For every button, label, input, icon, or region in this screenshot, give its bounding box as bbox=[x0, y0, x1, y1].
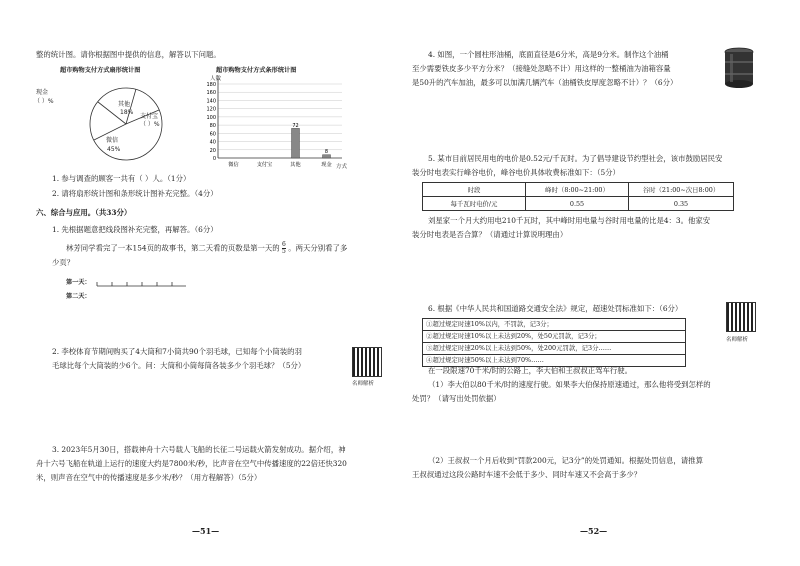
question-1: 1. 参与调查的顾客一共有（ ）人。（1分） bbox=[52, 174, 191, 183]
table-header-cell: 时段 bbox=[423, 183, 526, 197]
app-question-2-line2: 毛球比每个大筒装的少6个。问：大筒和小筒每筒各装多少个羽毛球？（5分） bbox=[52, 361, 306, 370]
page-number: —51— bbox=[192, 526, 220, 536]
qr-label: 名师解析 bbox=[726, 337, 749, 343]
bar-category-label: 支付宝 bbox=[256, 162, 273, 168]
pie-label-other-pct: 18% bbox=[120, 109, 134, 116]
bar-x-axis-label: 方式 bbox=[336, 164, 348, 170]
app-question-3-line2: 舟十六号飞船在轨道上运行的速度大约是7800米/秒，比声音在空气中传播速度的22倍还快320 bbox=[36, 459, 347, 468]
pie-chart bbox=[34, 76, 184, 171]
penalty-rule: ①超过规定时速10%以内，不罚款，记3分； bbox=[423, 319, 685, 331]
bar-value-label: 8 bbox=[324, 149, 329, 156]
app-question-1: 1. 先根据题意把线段图补充完整，再解答。（6分） bbox=[52, 225, 218, 234]
bar-category-label: 微信 bbox=[228, 162, 239, 168]
question-4-line2: 至少需要铁皮多少平方分米？（接缝处忽略不计）用这样的一整桶油为油箱容量 bbox=[412, 64, 671, 73]
app-question-1-text-c: 少页？ bbox=[52, 258, 75, 267]
table-cell: 0.55 bbox=[526, 197, 629, 211]
bar-y-tick-label: 180 bbox=[206, 82, 216, 88]
app-question-2-line1: 2. 李校体育节期间购买了4大筒和7小筒共90个羽毛球，已知每个小筒装的羽 bbox=[52, 347, 302, 356]
pie-label-cash-pct: （ ）% bbox=[34, 98, 54, 105]
bar-y-tick-label: 120 bbox=[206, 106, 216, 113]
pie-label-other: 其他 bbox=[118, 101, 131, 108]
fraction-denominator: 5 bbox=[282, 248, 286, 255]
app-q1-text-b: 。两天分别看了多 bbox=[288, 243, 348, 253]
penalty-rule: ③超过规定时速20%以上未达到50%，处200元罚款，记3分…… bbox=[423, 343, 685, 355]
app-question-1-text bbox=[66, 242, 347, 255]
question-6-sub1-line1: （1）李大伯以80千米/时的速度行驶。如果李大伯保持原速通过，那么他将受到怎样的 bbox=[428, 380, 711, 389]
penalty-rules-box bbox=[422, 318, 686, 367]
app-question-3-line1: 3. 2023年5月30日，搭载神舟十六号载人飞船的长征二号运载火箭发射成功。据介绍，神 bbox=[52, 445, 346, 454]
bar-y-tick-label: 0 bbox=[212, 156, 216, 162]
question-4-line1: 4. 如图，一个圆柱形油桶，底面直径是6分米，高是9分米。制作这个油桶 bbox=[428, 50, 669, 59]
app-question-3-line3: 米，则声音在空气中的传播速度是多少米/秒？（用方程解答）（5分） bbox=[36, 473, 262, 482]
question-6-line1: 6. 根据《中华人民共和国道路交通安全法》规定，超速处罚标准如下：（6分） bbox=[428, 304, 683, 313]
question-5-line4: 装分时电表是否合算？（请通过计算说明理由） bbox=[412, 230, 568, 239]
penalty-rule: ④超过规定时速50%以上未达到70%…… bbox=[426, 356, 544, 364]
price-table bbox=[422, 182, 734, 211]
table-cell: 每千瓦时电价/元 bbox=[423, 197, 526, 211]
question-5-line3: 刘星家一个月大约用电210千瓦时，其中峰时用电量与谷时用电量的比是4：3。他家安 bbox=[428, 216, 711, 225]
qr-code-icon[interactable] bbox=[352, 347, 382, 377]
intro-text: 整的统计图。请你根据图中提供的信息，解答以下问题。 bbox=[36, 50, 221, 59]
table-row bbox=[423, 197, 734, 211]
bar-y-tick-label: 140 bbox=[206, 98, 216, 105]
qr-code-icon[interactable] bbox=[726, 302, 756, 332]
penalty-rule: ②超过规定时速10%以上未达到20%，处50元罚款，记3分； bbox=[423, 331, 685, 343]
pie-label-alipay-pct: （ ）% bbox=[140, 121, 160, 128]
table-header-cell: 峰时（8:00~21:00） bbox=[526, 183, 629, 197]
bar-bars bbox=[292, 123, 331, 158]
fraction-numerator: 6 bbox=[282, 241, 286, 248]
bar-y-axis-label: 人数 bbox=[210, 76, 222, 82]
question-6-line2: 在一段限速70千米/时的公路上，李大伯和王叔叔正驾车行驶。 bbox=[428, 366, 633, 375]
bar-2 bbox=[292, 128, 300, 158]
pie-label-alipay: 支付宝 bbox=[140, 113, 159, 120]
fraction-six-fifths bbox=[282, 242, 286, 255]
qr-label: 名师解析 bbox=[352, 381, 375, 387]
table-header-cell: 谷时（21:00~次日8:00） bbox=[629, 183, 734, 197]
bar-value-label: 72 bbox=[292, 122, 299, 129]
bar-chart-title: 超市购物支付方式条形统计图 bbox=[216, 67, 297, 74]
bar-category-label: 现金 bbox=[321, 162, 332, 168]
table-header-row bbox=[423, 183, 734, 197]
bar-grid bbox=[218, 78, 342, 158]
pie-label-wechat-pct: 45% bbox=[107, 146, 121, 153]
bar-y-tick-label: 160 bbox=[206, 90, 216, 97]
pie-label-cash: 现金 bbox=[36, 89, 49, 96]
bar-y-tick-label: 100 bbox=[206, 114, 216, 121]
bar-category-label: 其他 bbox=[290, 162, 301, 168]
question-6-sub2-line2: 王叔叔通过这段公路时车速不会低于多少、同时车速又不会高于多少？ bbox=[412, 470, 642, 479]
pie-chart-title: 超市购物支付方式扇形统计图 bbox=[60, 67, 141, 74]
day-two-label: 第二天： bbox=[66, 293, 91, 300]
bar-y-tick-label: 60 bbox=[209, 131, 216, 138]
question-4-line3: 是50升的汽车加油，最多可以加满几辆汽车（油桶铁皮厚度忽略不计）？（6分） bbox=[412, 78, 678, 87]
section-6-heading: 六、综合与应用。（共33分） bbox=[36, 208, 132, 217]
day-one-label: 第一天： bbox=[66, 279, 91, 286]
question-2: 2. 请将扇形统计图和条形统计图补充完整。（4分） bbox=[52, 189, 218, 198]
question-6-sub1-line2: 处罚？（请写出处罚依据） bbox=[412, 394, 501, 403]
bar-y-tick-label: 40 bbox=[209, 139, 216, 146]
app-q1-text-a: 林芳同学看完了一本154页的故事书，第二天看的页数是第一天的 bbox=[66, 243, 280, 253]
bar-y-tick-label: 80 bbox=[209, 123, 216, 130]
question-6-sub2-line1: （2）王叔叔一个月后收到“罚款200元，记3分”的处罚通知。根据处罚信息，请推算 bbox=[428, 456, 703, 465]
table-cell: 0.35 bbox=[629, 197, 734, 211]
question-5-line2: 装分时电表实行峰谷电价，峰谷电价具体收费标准如下：（5分） bbox=[412, 168, 620, 177]
bar-chart bbox=[196, 74, 356, 174]
pie-label-wechat: 微信 bbox=[106, 137, 119, 144]
bar-y-ticks bbox=[206, 82, 216, 162]
bar-y-tick-label: 20 bbox=[209, 147, 216, 154]
bar-x-labels bbox=[228, 160, 332, 168]
question-5-line1: 5. 某市目前居民用电的电价是0.52元/千瓦时。为了倡导建设节约型社会，该市鼓励居民安 bbox=[428, 154, 723, 163]
oil-barrel-icon bbox=[722, 46, 756, 90]
page-number: —52— bbox=[580, 526, 608, 536]
page-52 bbox=[400, 0, 800, 566]
day-one-segment bbox=[96, 279, 188, 289]
